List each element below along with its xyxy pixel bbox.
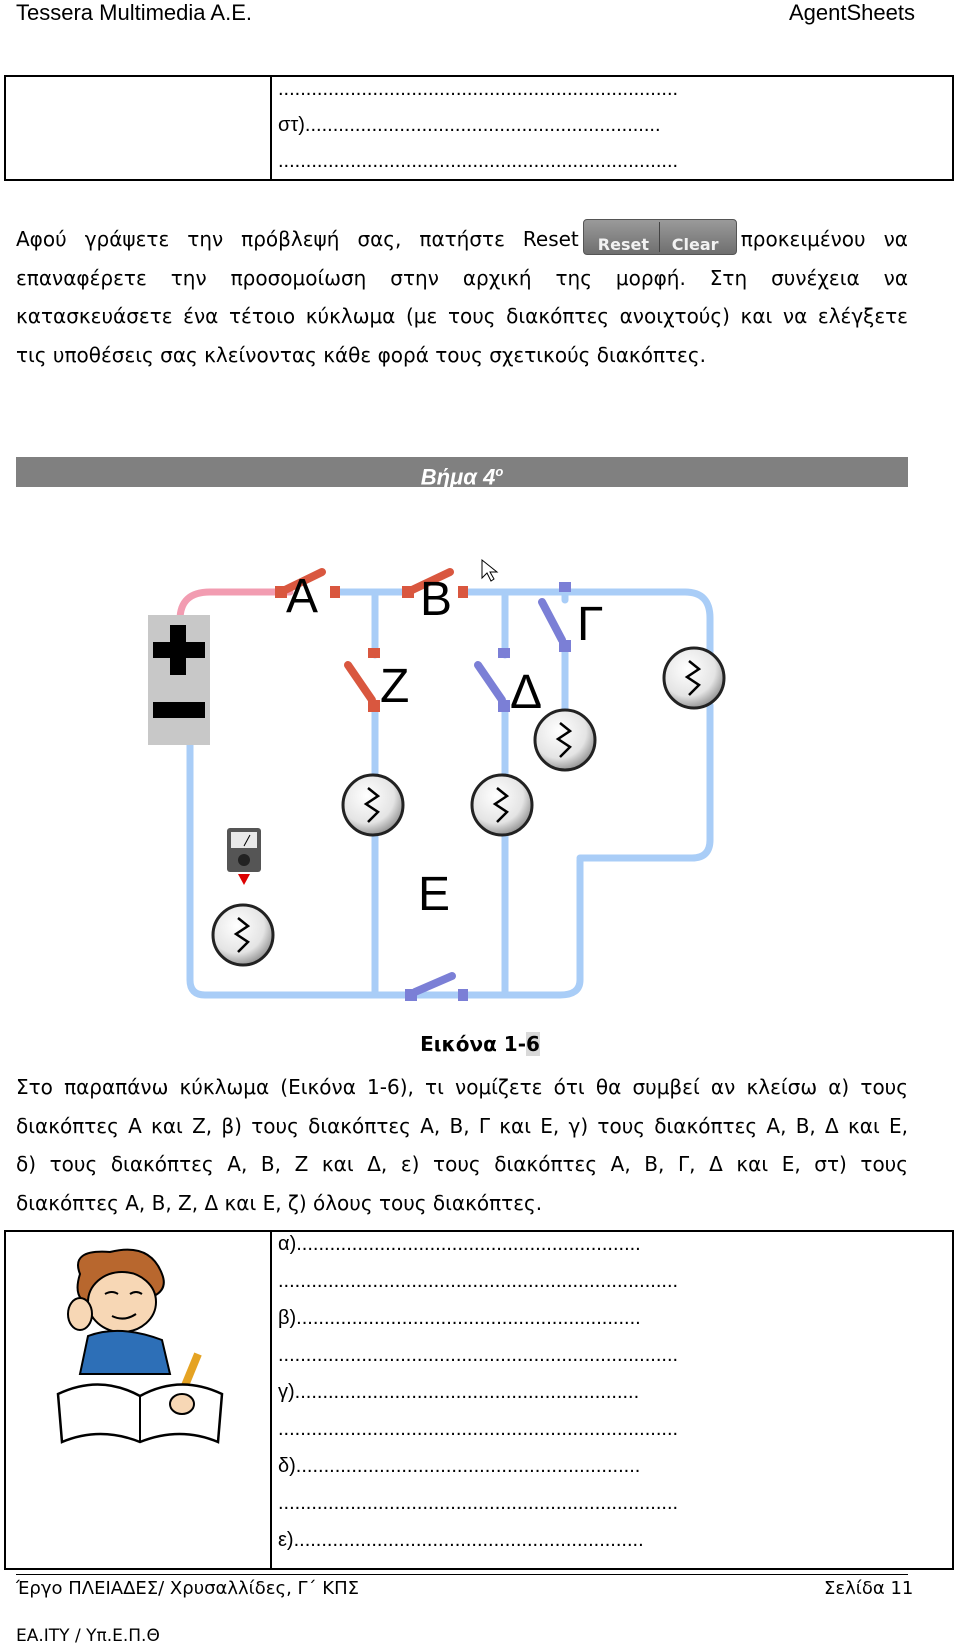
instructions-line-1: Αφού γράψετε την πρόβλεψή σας, πατήστε Reset Reset Clear προκειμένου να: [16, 220, 908, 259]
label-switch-b: B: [420, 573, 453, 626]
dotted-line: στ)................................................................: [278, 114, 661, 136]
answer-line: ........................................................................: [278, 1492, 679, 1514]
dotted-line: ........................................................................: [278, 78, 679, 100]
question-line-2: διακόπτες Α και Ζ, β) τους διακόπτες Α, Β, Γ και Ε, γ) τους διακόπτες Α, Β, Δ και Ε,: [16, 1113, 908, 1138]
step-heading: Βήμα $4^o$: [16, 457, 908, 487]
bulb-icon: [213, 905, 273, 965]
answer-line-e: ε)...............................................................: [278, 1529, 644, 1551]
instructions-line-3: κατασκευάσετε ένα τέτοιο κύκλωμα (με τους διακόπτες ανοιχτούς) και να ελέγξετε: [16, 304, 908, 328]
footer-agency: ΕΑ.ΙΤΥ / Υπ.Ε.Π.Θ: [16, 1626, 160, 1646]
label-switch-g: Γ: [577, 598, 604, 651]
answer-line: ........................................................................: [278, 1270, 679, 1292]
switch-d: [478, 648, 510, 712]
bulb-icon: [664, 648, 724, 708]
question-line-3: δ) τους διακόπτες Α, Β, Ζ και Δ, ε) τους διακόπτες Α, Β, Γ, Δ και Ε, στ) τους: [16, 1152, 908, 1176]
footer-project: Έργο ΠΛΕΙΑΔΕΣ/ Χρυσαλλίδες, Γ΄ ΚΠΣ: [16, 1578, 359, 1599]
reset-clear-button-image: [583, 219, 737, 255]
instructions-line-2: επαναφέρετε την προσομοίωση στην αρχική της μορφή. Στη συνέχεια να: [16, 265, 908, 290]
circuit-figure: [140, 540, 780, 1020]
dotted-line: ........................................................................: [278, 150, 679, 172]
answer-line-b: β)..............................................................: [278, 1307, 641, 1329]
header-company: Tessera Multimedia A.E.: [16, 0, 252, 25]
question-line-1: Στο παραπάνω κύκλωμα (Εικόνα 1-6), τι νομίζετε ότι θα συμβεί αν κλείσω α) τους: [16, 1075, 908, 1099]
figure-caption: Εικόνα 1-6: [420, 1032, 540, 1056]
answer-line: ........................................................................: [278, 1418, 679, 1440]
battery: [148, 615, 210, 745]
clear-label: Clear: [671, 234, 719, 254]
instructions-paragraph: [16, 220, 908, 374]
bulb-icon: [343, 775, 403, 835]
answer-line-d: δ)..............................................................: [278, 1455, 641, 1477]
ammeter-icon: [227, 828, 261, 885]
label-switch-z: Z: [380, 660, 410, 713]
footer-page-number: Σελίδα 11: [824, 1578, 914, 1599]
footer-rule: [16, 1574, 908, 1575]
answer-line-c: γ)..............................................................: [278, 1381, 640, 1403]
column-divider: [270, 77, 272, 179]
instructions-line-4: τις υποθέσεις σας κλείνοντας κάθε φορά τους σχετικούς διακόπτες.: [16, 342, 706, 367]
question-paragraph: [16, 1068, 908, 1222]
bulb-icon: [535, 710, 595, 770]
switch-z: [348, 648, 380, 712]
label-switch-e: E: [418, 868, 451, 921]
child-writing-illustration: [50, 1244, 230, 1449]
label-switch-a: A: [286, 570, 319, 623]
reset-label: Reset: [597, 234, 649, 254]
header-product: AgentSheets: [789, 0, 915, 25]
question-line-4: διακόπτες Α, Β, Ζ, Δ και Ε, ζ) όλους τους διακόπτες.: [16, 1190, 543, 1215]
column-divider: [270, 1232, 272, 1568]
label-switch-d: Δ: [510, 666, 543, 719]
answer-line: ........................................................................: [278, 1344, 679, 1366]
mouse-cursor-icon: [482, 560, 497, 581]
bulb-icon: [472, 775, 532, 835]
answer-line-a: α)..............................................................: [278, 1233, 641, 1255]
